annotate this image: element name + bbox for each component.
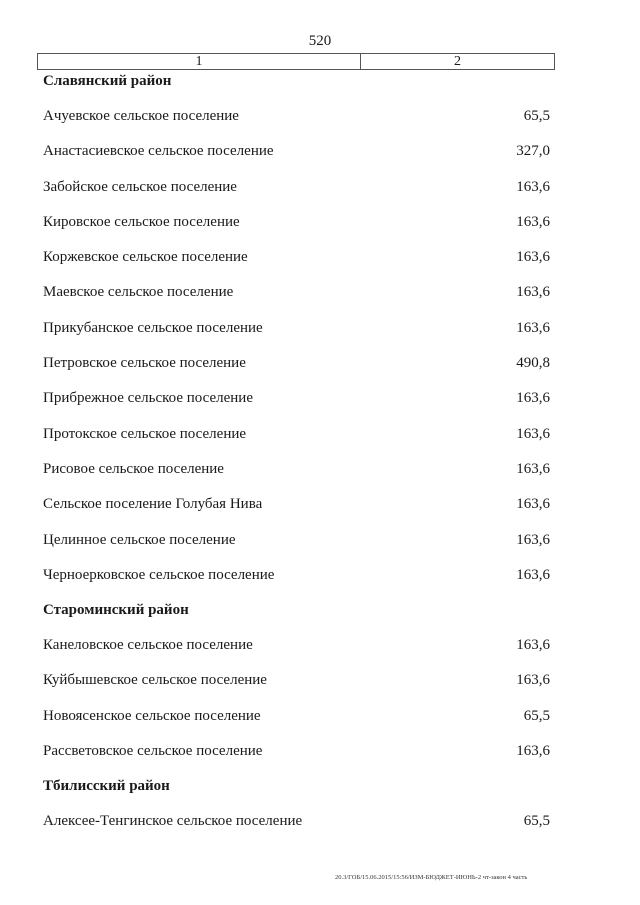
settlement-value: 163,6	[516, 319, 550, 336]
table-row	[43, 529, 550, 564]
settlement-value: 163,6	[516, 531, 550, 548]
settlement-name: Куйбышевское сельское поселение	[43, 672, 267, 689]
table-row	[43, 740, 550, 775]
settlement-name: Анастасиевское сельское поселение	[43, 143, 274, 160]
settlement-name: Протокское сельское поселение	[43, 425, 247, 442]
table-row	[43, 493, 550, 528]
table-row	[43, 352, 550, 387]
settlement-name: Коржевское сельское поселение	[43, 249, 248, 266]
settlement-value: 327,0	[516, 143, 550, 160]
settlement-value: 163,6	[516, 672, 550, 689]
settlement-value: 163,6	[516, 566, 550, 583]
table-row	[43, 317, 550, 352]
table-row	[43, 176, 550, 211]
settlement-value: 490,8	[516, 355, 550, 372]
settlement-name: Ачуевское сельское поселение	[43, 108, 239, 124]
settlement-value: 163,6	[516, 743, 550, 760]
table-row	[43, 105, 550, 140]
settlement-list	[43, 70, 550, 846]
table-row	[43, 458, 550, 493]
settlement-name: Прикубанское сельское поселение	[43, 319, 263, 336]
table-row	[43, 669, 550, 704]
page-number: 520	[308, 33, 332, 49]
column-header-2: 2	[454, 54, 461, 69]
settlement-name: Канеловское сельское поселение	[43, 637, 253, 654]
settlement-name: Забойское сельское поселение	[43, 178, 237, 195]
settlement-name: Новоясенское сельское поселение	[43, 707, 261, 724]
settlement-value: 163,6	[516, 284, 550, 301]
settlement-value: 163,6	[516, 249, 550, 266]
table-row	[43, 281, 550, 316]
table-row	[43, 140, 550, 175]
settlement-value: 163,6	[516, 496, 550, 513]
settlement-value: 163,6	[516, 460, 550, 477]
table-row	[43, 705, 550, 740]
settlement-value: 65,5	[523, 813, 550, 830]
table-row	[43, 810, 550, 845]
settlement-name: Рассветовское сельское поселение	[43, 743, 263, 760]
table-row	[43, 211, 550, 246]
settlement-value: 163,6	[516, 637, 550, 654]
settlement-value: 163,6	[516, 178, 550, 195]
document-footer-code: 20.3/ГОБ/15.06.2015/15:56/ИЗМ-БЮДЖЕТ-ИЮНЬ-2 чт-закон 4 часть	[335, 874, 528, 881]
district-heading: Славянский район	[43, 73, 172, 89]
settlement-name: Черноерковское сельское поселение	[43, 566, 275, 583]
table-row	[43, 634, 550, 669]
settlement-value: 65,5	[523, 108, 550, 124]
table-row	[43, 423, 550, 458]
table-row	[43, 246, 550, 281]
table-row	[43, 387, 550, 422]
settlement-name: Маевское сельское поселение	[43, 284, 234, 301]
settlement-value: 163,6	[516, 213, 550, 230]
column-header-1: 1	[38, 54, 361, 69]
settlement-name: Прибрежное сельское поселение	[43, 390, 253, 407]
settlement-value: 65,5	[523, 707, 550, 724]
settlement-name: Кировское сельское поселение	[43, 213, 240, 230]
settlement-name: Петровское сельское поселение	[43, 355, 246, 372]
district-heading: Тбилисский район	[43, 778, 170, 795]
settlement-name: Сельское поселение Голубая Нива	[43, 496, 263, 513]
district-heading: Староминский район	[43, 602, 189, 619]
settlement-name: Рисовое сельское поселение	[43, 460, 224, 477]
settlement-name: Целинное сельское поселение	[43, 531, 236, 548]
settlement-value: 163,6	[516, 390, 550, 407]
settlement-name: Алексее-Тенгинское сельское поселение	[43, 813, 303, 830]
table-row	[43, 564, 550, 599]
settlement-value: 163,6	[516, 425, 550, 442]
column-header-table	[37, 53, 555, 70]
